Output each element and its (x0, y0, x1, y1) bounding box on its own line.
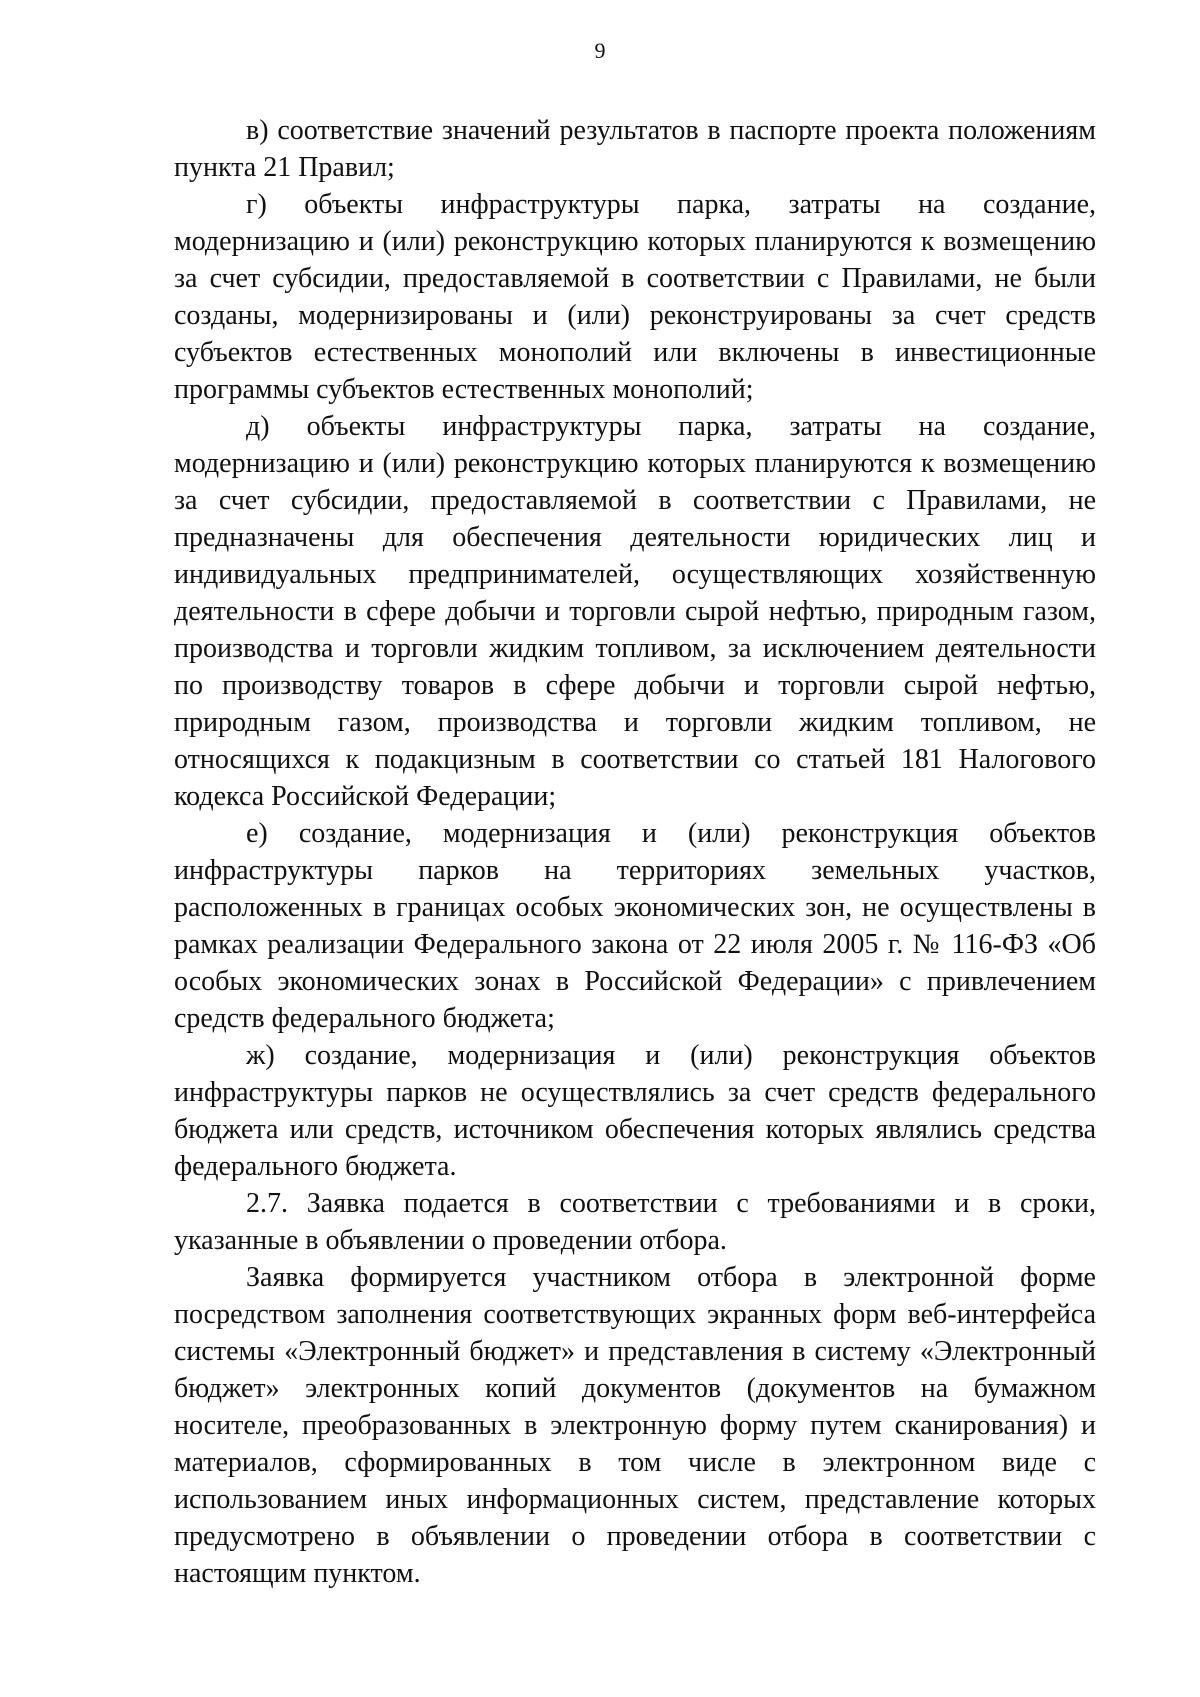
paragraph-marker: е) (246, 818, 268, 849)
paragraph-g (174, 186, 1096, 408)
paragraph-marker: д) (246, 411, 270, 442)
paragraph-text: соответствие значений результатов в паспорте проекта положениям пункта 21 Правил; (174, 115, 1096, 183)
paragraph-2-7 (174, 1185, 1096, 1259)
paragraph-marker: в) (246, 115, 269, 146)
paragraph-text: Заявка подается в соответствии с требованиями и в сроки, указанные в объявлении о проведении отбора. (174, 1188, 1097, 1256)
paragraph-v (174, 112, 1096, 186)
paragraph-marker: ж) (246, 1040, 275, 1071)
document-body (174, 112, 1096, 1592)
paragraph-marker: 2.7. (246, 1188, 288, 1219)
paragraph-text: объекты инфраструктуры парка, затраты на создание, модернизацию и (или) реконструкцию которых планируются к возмещению за счет субсидии, предоставляемой в соответствии с Правилами, не предназначены для обеспечения деятельности юридических лиц и индивидуальных предпринимателей, осуществляющих хозяйственную деятельности в сфере добычи и торговли сырой нефтью, природным газом, производства и торговли жидким топливом, за исключением деятельности по производству товаров в сфере добычи и торговли сырой нефтью, природным газом, производства и торговли жидким топливом, не относящихся к подакцизным в соответствии со статьей 181 Налогового кодекса Российской Федерации; (174, 411, 1097, 812)
paragraph-d (174, 408, 1096, 815)
paragraph-zh (174, 1037, 1096, 1185)
paragraph-text: Заявка формируется участником отбора в электронной форме посредством заполнения соответствующих экранных форм веб-интерфейса системы «Электронный бюджет» и представления в систему «Электронный бюджет» электронных копий документов (документов на бумажном носителе, преобразованных в электронную форму путем сканирования) и материалов, сформированных в том числе в электронном виде с использованием иных информационных систем, представление которых предусмотрено в объявлении о проведении отбора в соответствии с настоящим пунктом. (174, 1262, 1096, 1589)
paragraph-e (174, 815, 1096, 1037)
paragraph-text: создание, модернизация и (или) реконструкция объектов инфраструктуры парков не осуществлялись за счет средств федерального бюджета или средств, источником обеспечения которых являлись средства федерального бюджета. (174, 1040, 1096, 1182)
paragraph-application (174, 1259, 1096, 1592)
paragraph-text: объекты инфраструктуры парка, затраты на создание, модернизацию и (или) реконструкцию которых планируются к возмещению за счет субсидии, предоставляемой в соответствии с Правилами, не были созданы, модернизированы и (или) реконструированы за счет средств субъектов естественных монополий или включены в инвестиционные программы субъектов естественных монополий; (174, 189, 1097, 405)
page-number: 9 (594, 38, 606, 63)
paragraph-marker: г) (246, 189, 267, 220)
paragraph-text: создание, модернизация и (или) реконструкция объектов инфраструктуры парков на территориях земельных участков, расположенных в границах особых экономических зон, не осуществлены в рамках реализации Федерального закона от 22 июля 2005 г. № 116-ФЗ «Об особых экономических зонах в Российской Федерации» с привлечением средств федерального бюджета; (174, 818, 1096, 1034)
